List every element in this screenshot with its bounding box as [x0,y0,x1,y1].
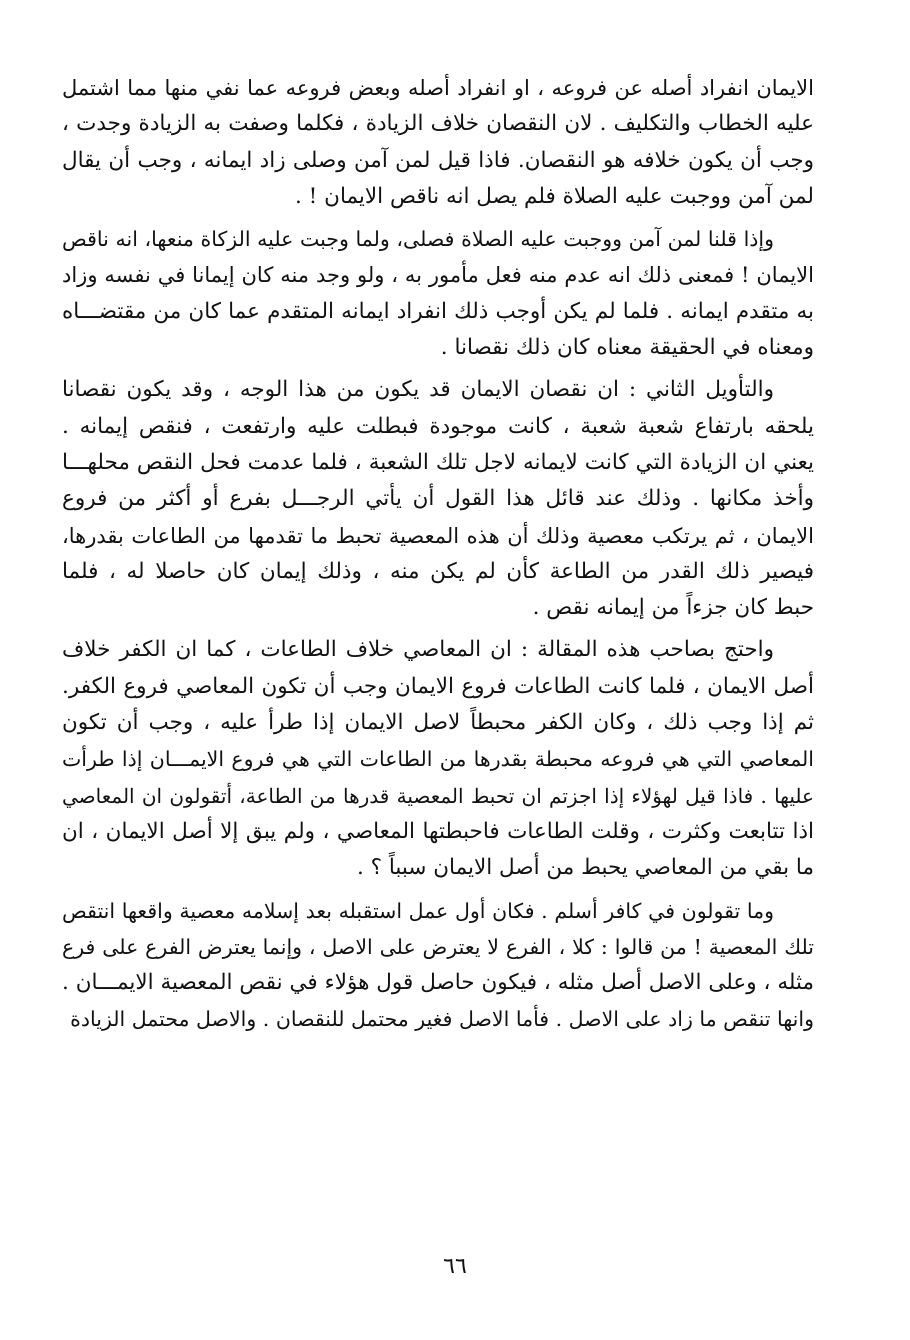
text-line: وانها تنقص ما زاد على الاصل . فأما الاصل فغير محتمل للنقصان . والاصل محتمل الزيادة [70,1007,814,1032]
text-line: وأخذ مكانها . وذلك عند قائل هذا القول أن يأتي الرجـــل بفرع أو أكثر من فروع [62,486,814,512]
paragraph [62,632,814,886]
paragraph [62,221,814,366]
text-line: ما بقي من المعاصي يحبط من أصل الايمان سبباً ؟ . [356,855,814,881]
text-line: وما تقولون في كافر أسلم . فكان أول عمل استقبله بعد إسلامه معصية واقعها انتقص [62,898,774,923]
text-line: ثم إذا وجب ذلك ، وكان الكفر محبطاً لاصل الايمان إذا طرأ عليه ، وجب أن تكون [62,710,814,736]
text-line: يلحقه بارتفاع شعبة شعبة ، كانت موجودة فبطلت عليه وارتفعت ، فنقص إيمانه . [62,413,814,439]
text-line: وإذا قلنا لمن آمن ووجبت عليه الصلاة فصلى، ولما وجبت عليه الزكاة منعها، انه ناقص [62,227,774,252]
text-line: لمن آمن ووجبت عليه الصلاة فلم يصل انه ناقص الايمان ! . [295,183,814,209]
body-text [62,70,814,1044]
text-line: عليها . فاذا قيل لهؤلاء إذا اجزتم ان تحبط المعصية قدرها من الطاعة، أتقولون ان المعاصي [62,783,814,808]
text-line: ومعناه في الحقيقة معناه كان ذلك نقصانا . [440,335,814,361]
paragraph [62,372,814,626]
text-line: اذا تتابعت وكثرت ، وقلت الطاعات فاحبطتها المعاصي ، ولم يبق إلا أصل الايمان ، ان [62,818,814,844]
text-line: عليه الخطاب والتكليف . لان النقصان خلاف الزيادة ، فكلما وصفت به الزيادة وجدت ، [62,111,814,137]
paragraph [62,893,814,1038]
text-line: أصل الايمان ، فلما كانت الطاعات فروع الايمان وجب أن تكون المعاصي فروع الكفر. [62,673,814,699]
text-line: حبط كان جزءاً من إيمانه نقص . [532,595,814,621]
text-line: تلك المعصية ! من قالوا : كلا ، الفرع لا يعترض على الاصل ، وإنما يعترض الفرع على فرع [62,934,814,959]
text-line: مثله ، وعلى الاصل أصل مثله ، فيكون حاصل قول هؤلاء في نقص المعصية الايمـــان . [62,970,814,996]
text-line: فيصير ذلك القدر من الطاعة كأن لم يكن منه ، وذلك إيمان كان حاصلا له ، فلما [62,558,814,584]
page-number: ٦٦ [443,1254,467,1279]
text-line: به متقدم ايمانه . فلما لم يكن أوجب ذلك انفراد ايمانه المتقدم عما كان من مقتضـــاه [62,298,814,324]
text-line: والتأويل الثاني : ان نقصان الايمان قد يكون من هذا الوجه ، وقد يكون نقصانا [62,377,774,403]
text-line: المعاصي التي هي فروعه محبطة بقدرها من الطاعات التي هي فروع الايمـــان إذا طرأت [62,747,814,772]
text-line: الايمان ! فمعنى ذلك انه عدم منه فعل مأمور به ، ولو وجد منه كان إيمانا في نفسه وزاد [62,263,814,288]
text-line: الايمان ، ثم يرتكب معصية وذلك أن هذه المعصية تحبط ما تقدمها من الطاعات بقدرها، [62,523,814,548]
paragraph [62,70,814,215]
text-line: الايمان انفراد أصله عن فروعه ، او انفراد أصله وبعض فروعه عما نفي منها مما اشتمل [62,76,814,100]
text-line: واحتج بصاحب هذه المقالة : ان المعاصي خلاف الطاعات ، كما ان الكفر خلاف [62,637,774,663]
text-line: وجب أن يكون خلافه هو النقصان. فاذا قيل لمن آمن وصلى زاد ايمانه ، وجب أن يقال [62,147,814,173]
text-line: يعني ان الزيادة التي كانت لايمانه لاجل تلك الشعبة ، فلما عدمت فحل النقص محلهـــا [62,449,814,475]
